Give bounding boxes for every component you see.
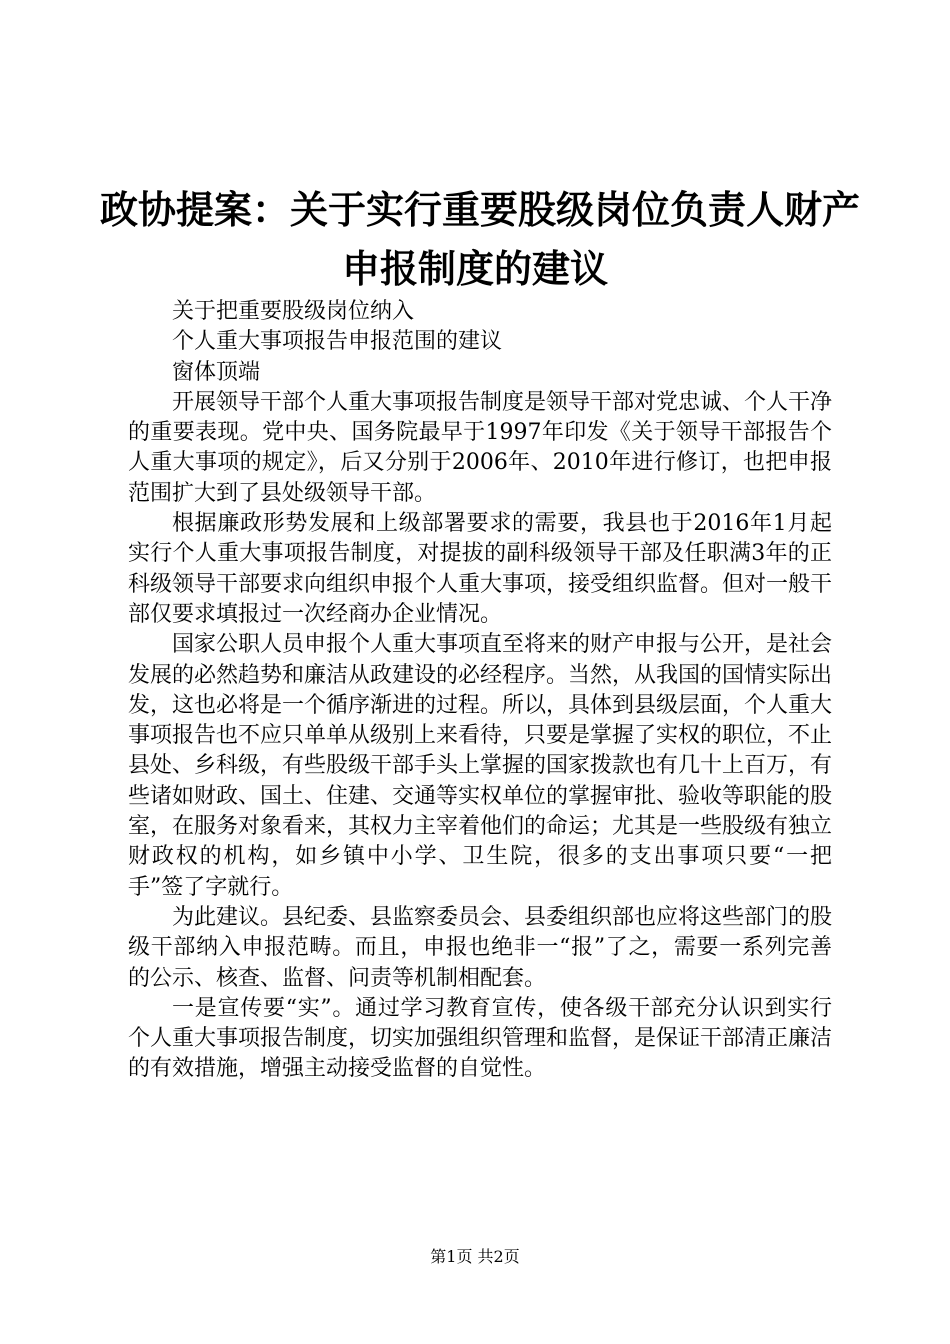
paragraph-form-top: 窗体顶端: [172, 359, 261, 385]
paragraph-2: 根据廉政形势发展和上级部署要求的需要，我县也于2016年1月起实行个人重大事项报告制度，对提拔的副科级领导干部及任职满3年的正科级领导干部要求向组织申报个人重大事项，接受组织监督。但对一般干部仅要求填报过一次经商办企业情况。: [128, 511, 833, 627]
paragraph-4: 为此建议。县纪委、县监察委员会、县委组织部也应将这些部门的股级干部纳入申报范畴。而且，申报也绝非一“报”了之，需要一系列完善的公示、核查、监督、问责等机制相配套。: [128, 904, 833, 991]
paragraph-1: 开展领导干部个人重大事项报告制度是领导干部对党忠诚、个人干净的重要表现。党中央、国务院最早于1997年印发《关于领导干部报告个人重大事项的规定》，后又分别于2006年、2010年进行修订，也把申报范围扩大到了县处级领导干部。: [128, 389, 833, 506]
document-body: [128, 297, 832, 1085]
paragraph-3: 国家公职人员申报个人重大事项直至将来的财产申报与公开，是社会发展的必然趋势和廉洁从政建设的必经程序。当然，从我国的国情实际出发，这也必将是一个循序渐进的过程。所以，具体到县级层面，个人重大事项报告也不应只单单从级别上来看待，只要是掌握了实权的职位，不止县处、乡科级，有些股级干部手头上掌握的国家拨款也有几十上百万，有些诸如财政、国土、住建、交通等实权单位的掌握审批、验收等职能的股室，在服务对象看来，其权力主宰着他们的命运；尤其是一些股级有独立财政权的机构，如乡镇中小学、卫生院，很多的支出事项只要“一把手”签了字就行。: [128, 632, 833, 900]
document-title-line-2: 申报制度的建议: [341, 246, 608, 291]
paragraph-subtitle-2: 个人重大事项报告申报范围的建议: [172, 329, 503, 355]
paragraph-subtitle-1: 关于把重要股级岗位纳入: [172, 299, 415, 324]
document-title-line-1: 政协提案：关于实行重要股级岗位负责人财产: [100, 187, 861, 232]
page-number-footer: 第1页 共2页: [430, 1247, 520, 1266]
paragraph-5: 一是宣传要“实”。通过学习教育宣传，使各级干部充分认识到实行个人重大事项报告制度，切实加强组织管理和监督，是保证干部清正廉洁的有效措施，增强主动接受监督的自觉性。: [128, 995, 833, 1082]
